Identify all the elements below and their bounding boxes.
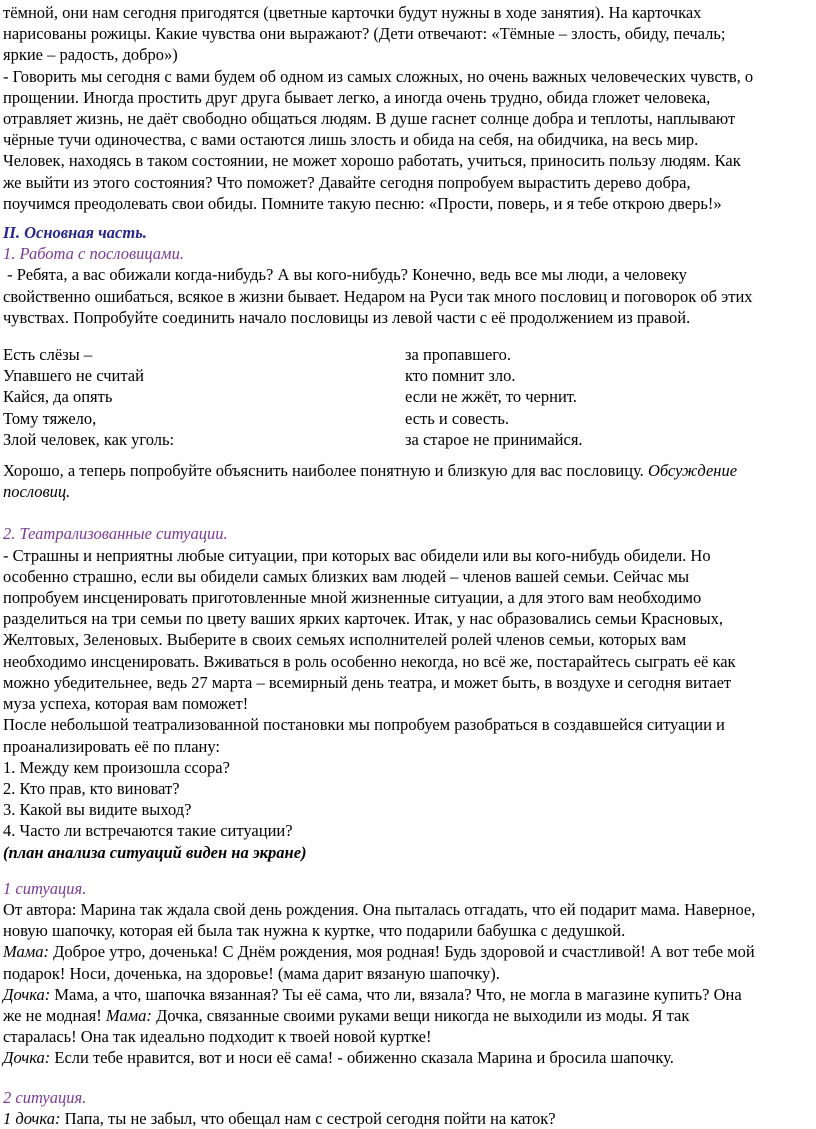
section-heading xyxy=(3,222,814,243)
list-item xyxy=(3,778,814,799)
proverb-row xyxy=(3,344,814,365)
spacer xyxy=(3,502,814,523)
text-segment: новую шапочку, которая ей была так нужна к куртке, что подарили бабушка с дедушкой. xyxy=(3,921,626,941)
text-segment: Дочка: xyxy=(3,984,51,1004)
paragraph-line xyxy=(3,150,814,171)
text-segment: Доброе утро, доченька! С Днём рождения, моя родная! Будь здоровой и счастливой! А вот тебе мой xyxy=(49,942,755,962)
text-segment: же не модная! xyxy=(3,1005,106,1025)
text-segment: Человек, находясь в таком состоянии, не может хорошо работать, учиться, приносить пользу людям. Как xyxy=(3,151,741,171)
paragraph-line xyxy=(3,172,814,193)
dialogue-line xyxy=(3,899,814,920)
text-segment: отравляет жизнь, не даёт свободно общаться людям. В душе гаснет солнце добра и теплоты, наплывают xyxy=(3,109,736,129)
text-segment: муза успеха, которая вам поможет! xyxy=(3,694,249,714)
text-segment: чувствах. Попробуйте соединить начало пословицы из левой части с её продолжением из правой. xyxy=(3,307,691,327)
proverb-left-text: Упавшего не считай xyxy=(3,366,144,386)
text-segment: 1. Работа с пословицами. xyxy=(3,244,184,264)
text-segment: - Говорить мы сегодня с вами будем об одном из самых сложных, но очень важных человеческих чувств, о xyxy=(3,66,754,86)
text-segment: Обсуждение xyxy=(647,461,738,481)
text-segment: Хорошо, а теперь попробуйте объяснить наиболее понятную и близкую для вас пословицу. xyxy=(3,461,648,481)
subsection-heading xyxy=(3,243,814,264)
list-item xyxy=(3,757,814,778)
text-segment: прощении. Иногда простить друг друга бывает легко, а иногда очень трудно, обида гложет человека, xyxy=(3,87,711,107)
text-segment: пословиц. xyxy=(3,482,71,502)
text-segment: 4. Часто ли встречаются такие ситуации? xyxy=(3,821,293,841)
text-segment: Дочка: xyxy=(3,1048,51,1068)
text-segment: 3. Какой вы видите выход? xyxy=(3,800,192,820)
subsection-heading xyxy=(3,878,814,899)
text-segment: - Страшны и неприятны любые ситуации, при которых вас обидели или вы кого-нибудь обидели. Но xyxy=(3,545,711,565)
proverb-row xyxy=(3,408,814,429)
text-segment: разделиться на три семьи по цвету ваших ярких карточек. Итак, у нас образовались семьи Красновых, xyxy=(3,609,723,629)
paragraph-line xyxy=(3,587,814,608)
text-segment: старалась! Она так идеально подходит к твоей новой куртке! xyxy=(3,1027,432,1047)
paragraph-line xyxy=(3,264,814,285)
proverb-row xyxy=(3,365,814,386)
text-segment: нарисованы рожицы. Какие чувства они выражают? (Дети отвечают: «Тёмные – злость, обиду, печаль; xyxy=(3,24,726,44)
text-segment: яркие – радость, добро») xyxy=(3,45,178,65)
text-segment: свойственно ошибаться, всякое в жизни бывает. Недаром на Руси так много пословиц и поговорок об этих xyxy=(3,286,753,306)
paragraph-line xyxy=(3,460,814,481)
text-segment: - Ребята, а вас обижали когда-нибудь? А вы кого-нибудь? Конечно, ведь все мы люди, а человеку xyxy=(3,265,687,285)
paragraph-line xyxy=(3,672,814,693)
spacer xyxy=(3,1069,814,1087)
spacer xyxy=(3,328,814,344)
text-segment: же выйти из этого состояния? Что поможет? Давайте сегодня попробуем вырастить дерево добра, xyxy=(3,172,691,192)
stage-direction xyxy=(3,842,814,863)
proverb-row xyxy=(3,386,814,407)
paragraph-line xyxy=(3,286,814,307)
paragraph-line xyxy=(3,608,814,629)
text-segment: Папа, ты не забыл, что обещал нам с сестрой сегодня пойти на каток? xyxy=(60,1108,556,1128)
text-segment: Мама: xyxy=(3,942,50,962)
dialogue-line xyxy=(3,941,814,962)
dialogue-line xyxy=(3,1047,814,1068)
text-segment: (план анализа ситуаций виден на экране) xyxy=(3,842,307,862)
list-item xyxy=(3,799,814,820)
text-segment: особенно страшно, если вы обидели самых близких вам людей – членов вашей семьи. Сейчас мы xyxy=(3,566,690,586)
proverb-left-text: Тому тяжело, xyxy=(3,408,97,428)
paragraph-line xyxy=(3,44,814,65)
text-segment: Мама, а что, шапочка вязанная? Ты её сама, что ли, вязала? Что, не могла в магазине купить? Она xyxy=(50,984,742,1004)
text-segment: попробуем инсценировать приготовленные мной жизненные ситуации, а для этого вам необходимо xyxy=(3,588,702,608)
paragraph-line xyxy=(3,693,814,714)
proverb-right-text: за пропавшего. xyxy=(405,345,512,365)
proverb-left-text: Есть слёзы – xyxy=(3,345,93,365)
text-segment: От автора: Марина так ждала свой день рождения. Она пыталась отгадать, что ей подарит мама. Наверное, xyxy=(3,899,756,919)
dialogue-line xyxy=(3,1005,814,1026)
spacer xyxy=(3,863,814,878)
text-segment: проанализировать её по плану: xyxy=(3,736,221,756)
spacer xyxy=(3,450,814,460)
paragraph-line xyxy=(3,87,814,108)
text-segment: чёрные тучи одиночества, с вами остаются лишь злость и обида на себя, на обидчика, на весь мир. xyxy=(3,130,699,150)
paragraph-line xyxy=(3,23,814,44)
dialogue-line xyxy=(3,1026,814,1047)
text-segment: 2. Театрализованные ситуации. xyxy=(3,524,228,544)
text-segment: Если тебе нравится, вот и носи её сама! - обиженно сказала Марина и бросила шапочку. xyxy=(50,1048,674,1068)
text-segment: 2 ситуация. xyxy=(3,1087,87,1107)
paragraph-line xyxy=(3,2,814,23)
proverb-left-text: Кайся, да опять xyxy=(3,387,113,407)
text-segment: Дочка, связанные своими руками вещи никогда не выходили из моды. Я так xyxy=(151,1005,690,1025)
dialogue-line xyxy=(3,963,814,984)
text-segment: II. Основная часть. xyxy=(3,223,147,243)
dialogue-line xyxy=(3,920,814,941)
paragraph-line xyxy=(3,307,814,328)
text-segment: 2. Кто прав, кто виноват? xyxy=(3,778,180,798)
proverb-right-text: есть и совесть. xyxy=(405,408,510,428)
text-segment: подарок! Носи, доченька, на здоровье! (мама дарит вязаную шапочку). xyxy=(3,963,500,983)
paragraph-line xyxy=(3,481,814,502)
paragraph-line xyxy=(3,193,814,214)
paragraph-line xyxy=(3,566,814,587)
paragraph-line xyxy=(3,736,814,757)
proverb-left-text: Злой человек, как уголь: xyxy=(3,429,175,449)
text-segment: Мама: xyxy=(105,1005,152,1025)
text-segment: тёмной, они нам сегодня пригодятся (цветные карточки будут нужны в ходе занятия). На карточках xyxy=(3,3,702,22)
paragraph-line xyxy=(3,545,814,566)
proverb-right-text: если не жжёт, то чернит. xyxy=(405,387,577,407)
text-segment: 1 ситуация. xyxy=(3,878,87,898)
dialogue-line xyxy=(3,984,814,1005)
subsection-heading xyxy=(3,523,814,544)
text-segment: Желтовых, Зеленовых. Выберите в своих семьях исполнителей ролей членов семьи, которых вам xyxy=(3,630,687,650)
paragraph-line xyxy=(3,629,814,650)
proverb-right-text: кто помнит зло. xyxy=(405,366,516,386)
spacer xyxy=(3,214,814,222)
subsection-heading xyxy=(3,1087,814,1108)
paragraph-line xyxy=(3,714,814,735)
text-segment: поучимся преодолевать свои обиды. Помните такую песню: «Прости, поверь, и я тебе открою дверь!» xyxy=(3,193,722,213)
proverb-row xyxy=(3,429,814,450)
paragraph-line xyxy=(3,108,814,129)
dialogue-line xyxy=(3,1108,814,1129)
proverb-right-text: за старое не принимайся. xyxy=(405,429,583,449)
text-segment: 1. Между кем произошла ссора? xyxy=(3,757,230,777)
text-segment: После небольшой театрализованной постановки мы попробуем разобраться в создавшейся ситуации и xyxy=(3,715,725,735)
paragraph-line xyxy=(3,129,814,150)
paragraph-line xyxy=(3,651,814,672)
text-segment: необходимо инсценировать. Вживаться в роль особенно некогда, но всё же, постарайтесь сыграть её как xyxy=(3,651,736,671)
paragraph-line xyxy=(3,66,814,87)
text-segment: можно убедительнее, ведь 27 марта – всемирный день театра, и может быть, в воздухе и сегодня витает xyxy=(3,672,732,692)
text-segment: 1 дочка: xyxy=(3,1108,61,1128)
list-item xyxy=(3,820,814,841)
